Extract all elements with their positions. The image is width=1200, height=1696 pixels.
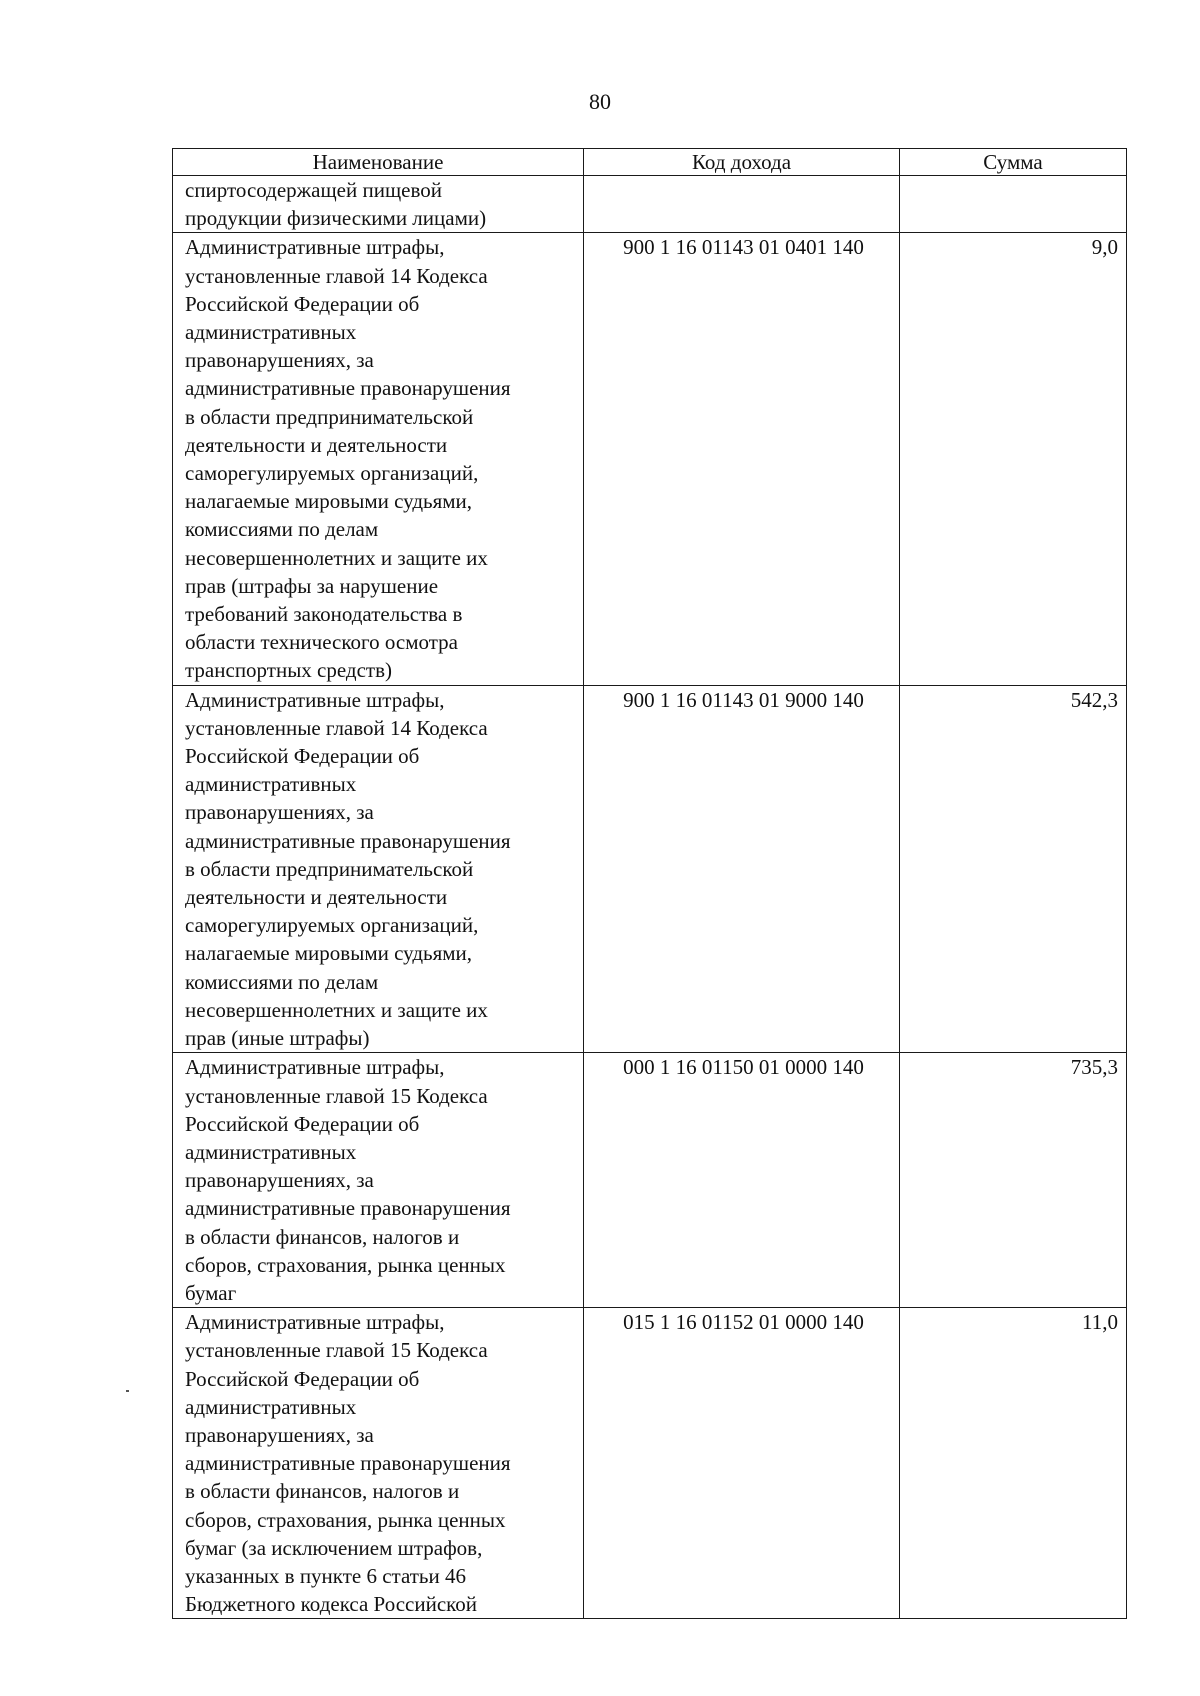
table-row: [173, 176, 1127, 233]
scan-speck: [126, 1390, 129, 1392]
table-header-row: [173, 149, 1127, 176]
row-name: Административные штрафы, установленные главой 14 Кодекса Российской Федерации об административных правонарушениях, за административные правонарушения в области предпринимательской деятельности и деятельности саморегулируемых организаций, налагаемые мировыми судьями, комиссиями по делам несовершеннолетних и защите их прав (иные штрафы): [173, 685, 584, 1053]
header-name: Наименование: [173, 149, 584, 176]
header-code: Код дохода: [584, 149, 900, 176]
row-code: 900 1 16 01143 01 0401 140: [584, 233, 900, 685]
row-name: Административные штрафы, установленные главой 14 Кодекса Российской Федерации об административных правонарушениях, за административные правонарушения в области предпринимательской деятельности и деятельности саморегулируемых организаций, налагаемые мировыми судьями, комиссиями по делам несовершеннолетних и защите их прав (штрафы за нарушение требований законодательства в области технического осмотра транспортных средств): [173, 233, 584, 685]
row-sum: 735,3: [900, 1053, 1127, 1308]
row-code: [584, 176, 900, 233]
page-number: 80: [589, 89, 611, 114]
row-name: Административные штрафы, установленные главой 15 Кодекса Российской Федерации об административных правонарушениях, за административные правонарушения в области финансов, налогов и сборов, страхования, рынка ценных бумаг: [173, 1053, 584, 1308]
row-sum: 11,0: [900, 1308, 1127, 1619]
row-name: Административные штрафы, установленные главой 15 Кодекса Российской Федерации об административных правонарушениях, за административные правонарушения в области финансов, налогов и сборов, страхования, рынка ценных бумаг (за исключением штрафов, указанных в пункте 6 статьи 46 Бюджетного кодекса Российской: [173, 1308, 584, 1619]
row-code: 000 1 16 01150 01 0000 140: [584, 1053, 900, 1308]
row-name: спиртосодержащей пищевой продукции физическими лицами): [173, 176, 584, 233]
row-code: 900 1 16 01143 01 9000 140: [584, 685, 900, 1053]
row-sum: 9,0: [900, 233, 1127, 685]
table-row: [173, 233, 1127, 685]
header-sum: Сумма: [900, 149, 1127, 176]
table-row: [173, 1308, 1127, 1619]
table-row: [173, 1053, 1127, 1308]
row-sum: 542,3: [900, 685, 1127, 1053]
row-sum: [900, 176, 1127, 233]
revenue-table: [172, 148, 1127, 1619]
table-row: [173, 685, 1127, 1053]
row-code: 015 1 16 01152 01 0000 140: [584, 1308, 900, 1619]
